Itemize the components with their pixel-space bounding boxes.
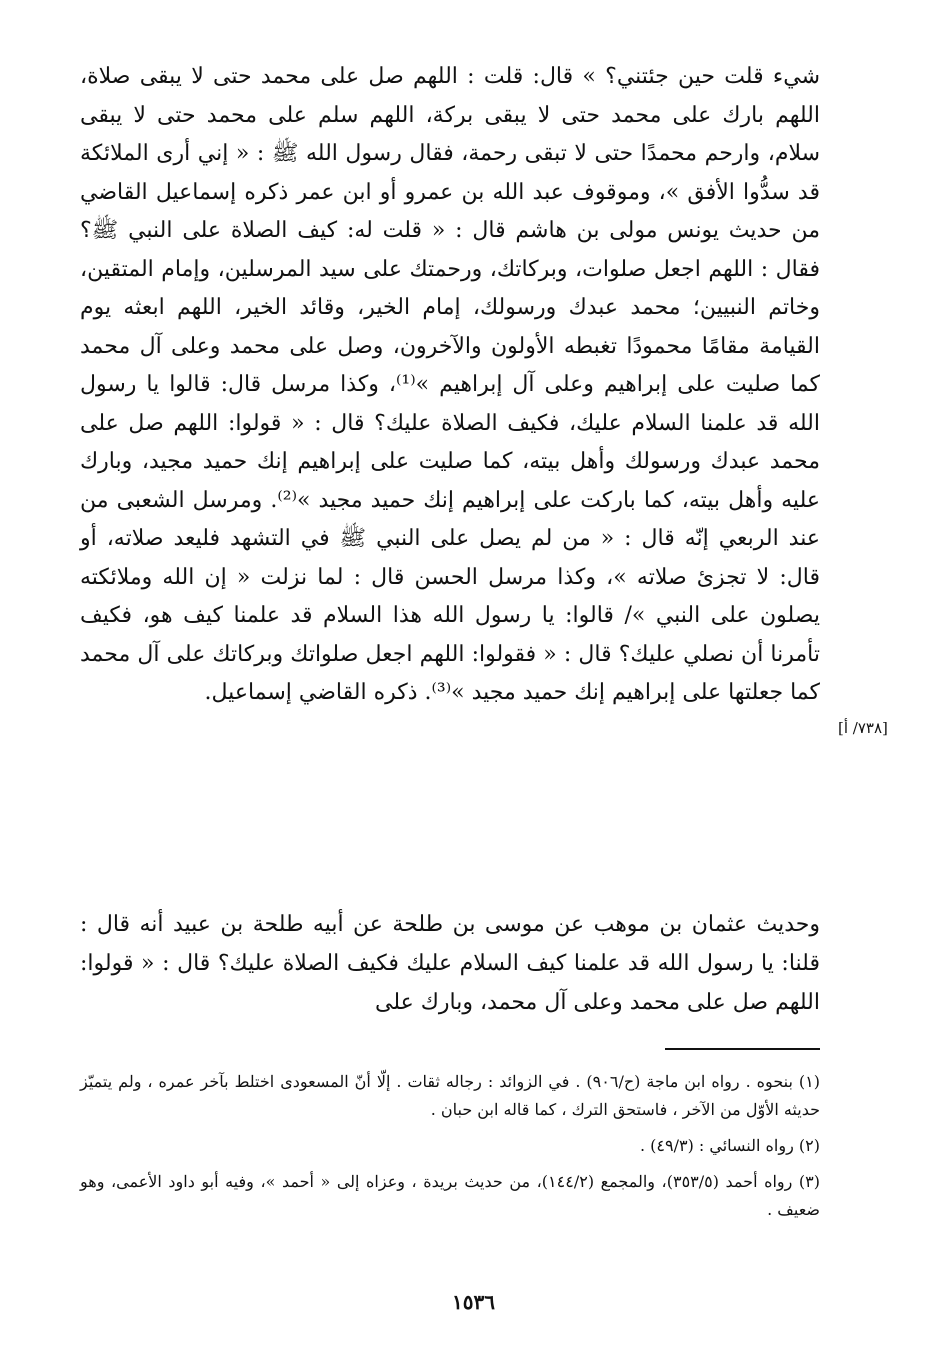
manuscript-folio-marker: [٧٣٨/ أ] — [838, 719, 888, 737]
footnotes — [80, 1068, 820, 1232]
footnote-2: (٢) رواه النسائي : (٤٩/٣) . — [639, 1136, 820, 1155]
main-paragraph-1: شيء قلت حين جئتني؟ » قال: قلت : اللهم صل على محمد حتى لا يبقى صلاة، اللهم بارك على محمد حتى لا يبقى بركة، اللهم سلم على محمد حتى لا يبقى سلام، وارحم محمدًا حتى لا تبقى رحمة، فقال رسول الله ﷺ : « إني أرى الملائكة قد سدُّوا الأفق »، وموقوف عبد الله بن عمرو أو ابن عمر ذكره إسماعيل القاضي من حديث يونس مولى بن هاشم قال : « قلت له: كيف الصلاة على النبي ﷺ؟ فقال : اللهم اجعل صلوات، وبركاتك، ورحمتك على سيد المرسلين، وإمام المتقين، وخاتم النبيين؛ محمد عبدك ورسولك، إمام الخير، وقائد الخير، اللهم ابعثه يوم القيامة مقامًا محمودًا تغبطه الأولون والآخرون، وصل على محمد وعلى آل محمد كما صليت على إبراهيم وعلى آل إبراهيم »⁽¹⁾، وكذا مرسل قال: قالوا يا رسول الله قد علمنا السلام عليك، فكيف الصلاة عليك؟ قال : « قولوا: اللهم صل على محمد عبدك ورسولك وأهل بيته، كما صليت على إبراهيم إنك حميد مجيد، وبارك عليه وأهل بيته، كما باركت على إبراهيم إنك حميد مجيد »⁽²⁾. ومرسل الشعبى من عند الربعي إنّه قال : « من لم يصل على النبي ﷺ في التشهد فليعد صلاته، أو قال: لا تجزئ صلاته »، وكذا مرسل الحسن قال : لما نزلت « إن الله وملائكته يصلون على النبي »/ قالوا: يا رسول الله هذا السلام قد علمنا كيف هو، فكيف تأمرنا أن نصلي عليك؟ قال : « فقولوا: اللهم اجعل صلواتك وبركاتك على آل محمد كما جعلتها على إبراهيم إنك حميد مجيد »⁽³⁾. ذكره القاضي إسماعيل. — [80, 64, 820, 705]
footnote-3: (٣) رواه أحمد (٣٥٣/٥)، والمجمع (١٤٤/٢)، من حديث بريدة ، وعزاه إلى « أحمد »، وفيه أبو داود الأعمى، وهو ضعيف . — [80, 1172, 820, 1219]
page-number: ١٥٣٦ — [452, 1290, 495, 1314]
footnote-1: (١) بنحوه . رواه ابن ماجة (ح/٩٠٦) . في الزوائد : رجاله ثقات . إلّا أنّ المسعودى اختلط بآخر عمره ، ولم يتميّز حديثه الأوّل من الآخر ، فاستحق الترك ، كما قاله ابن حبان . — [80, 1072, 820, 1119]
main-paragraph-2: وحديث عثمان بن موهب عن موسى بن طلحة عن أبيه طلحة بن عبيد أنه قال : قلنا: يا رسول الله قد علمنا كيف السلام عليك فكيف الصلاة عليك؟ قال : « قولوا: اللهم صل على محمد وعلى آل محمد، وبارك على — [80, 912, 820, 1015]
footnote-divider — [665, 1048, 820, 1050]
